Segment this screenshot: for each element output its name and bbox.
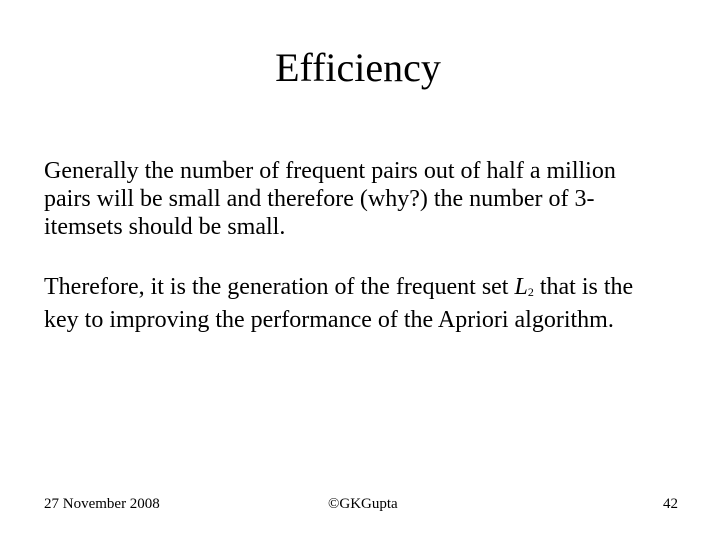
paragraph-frequent-pairs: [44, 157, 684, 241]
paragraph-line: pairs will be small and therefore (why?) the number of 3-: [44, 186, 595, 212]
paragraph-text: that is the: [533, 274, 634, 300]
set-letter: L: [514, 274, 528, 300]
paragraph-line: Generally the number of frequent pairs out of half a million: [44, 158, 616, 184]
paragraph-text: Therefore, it is the generation of the frequent set: [44, 274, 509, 300]
footer-date: 27 November 2008: [44, 496, 160, 512]
paragraph-line: [44, 273, 684, 306]
footer-page-number: 42: [663, 496, 678, 512]
footer-author: ©GKGupta: [328, 496, 398, 512]
set-subscript: 2: [527, 285, 534, 299]
frequent-set-symbol: [514, 274, 533, 300]
paragraph-line: itemsets should be small.: [44, 214, 286, 240]
paragraph-line: key to improving the performance of the Apriori algorithm.: [44, 307, 614, 333]
slide-title: Efficiency: [275, 45, 441, 90]
paragraph-generation-l2: [44, 273, 684, 334]
